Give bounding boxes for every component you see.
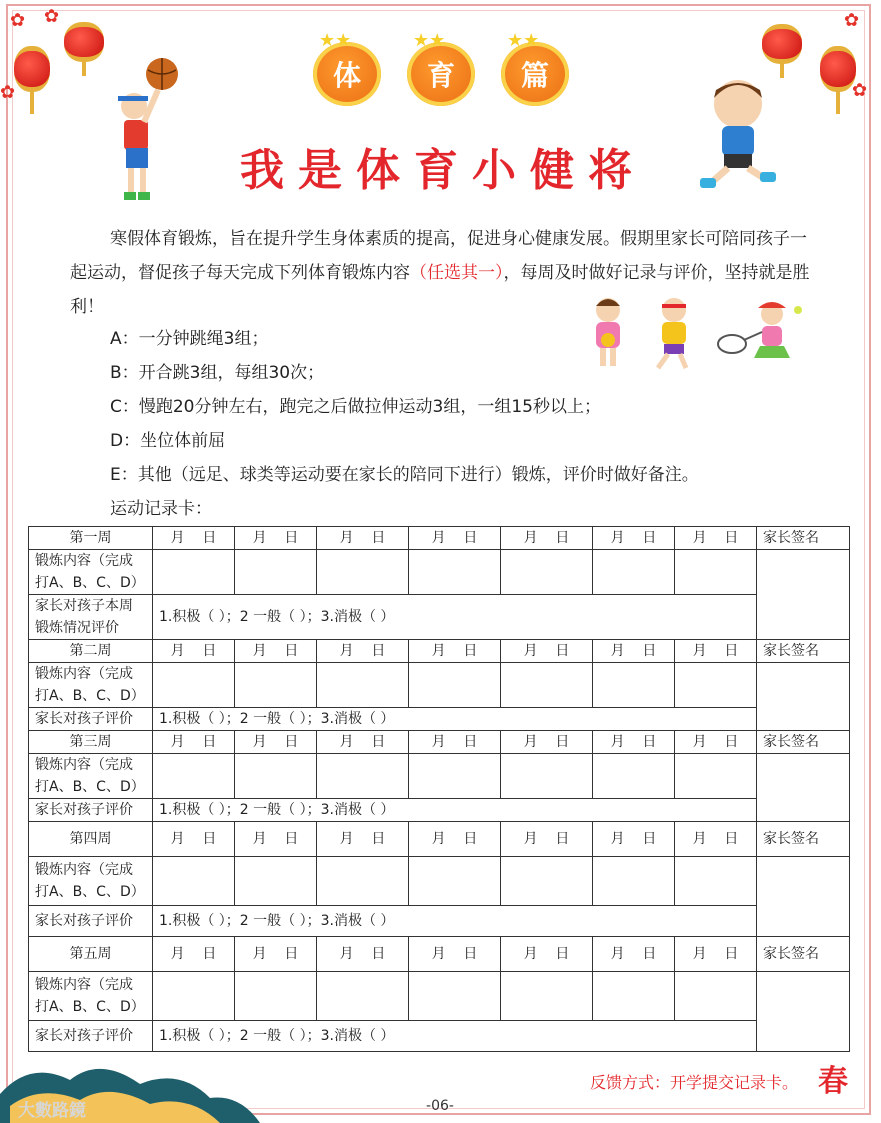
date-cell: 月 日 [675,822,757,857]
content-entry-cell[interactable] [593,663,675,708]
plum-flower-icon: ✿ [852,80,868,101]
intro-paragraph [70,222,810,324]
evaluation-label: 家长对孩子评价 [29,1021,153,1052]
plum-flower-icon: ✿ [44,6,60,27]
content-entry-cell[interactable] [235,857,317,906]
content-row [29,550,850,595]
date-cell: 月 日 [501,640,593,663]
evaluation-label: 家长对孩子评价 [29,799,153,822]
date-cell: 月 日 [235,731,317,754]
date-cell: 月 日 [153,527,235,550]
content-entry-cell[interactable] [235,663,317,708]
content-label: 锻炼内容（完成 打A、B、C、D） [29,663,153,708]
badge-3: ★★ 篇 [501,42,569,106]
signature-label: 家长签名 [757,731,850,754]
option-a: A：一分钟跳绳3组； [110,329,269,349]
date-cell: 月 日 [593,731,675,754]
content-entry-cell[interactable] [409,550,501,595]
date-cell: 月 日 [501,822,593,857]
intro-text-end: ，每周及时做好记录与评价，坚持就是胜利！ [70,263,810,317]
content-entry-cell[interactable] [501,663,593,708]
option-d: D：坐位体前屈 [110,431,226,451]
date-cell: 月 日 [501,527,593,550]
intro-highlight: （任选其一） [410,263,504,283]
content-entry-cell[interactable] [235,972,317,1021]
evaluation-row [29,595,850,640]
date-cell: 月 日 [675,937,757,972]
content-entry-cell[interactable] [501,754,593,799]
content-entry-cell[interactable] [675,663,757,708]
badge-2: ★★ 育 [407,42,475,106]
content-entry-cell[interactable] [153,972,235,1021]
content-entry-cell[interactable] [317,754,409,799]
evaluation-options[interactable]: 1.积极（ ）；2 一般（ ）；3.消极（ ） [153,906,757,937]
content-row [29,857,850,906]
signature-cell[interactable] [757,754,850,822]
week-label: 第五周 [29,937,153,972]
content-entry-cell[interactable] [501,857,593,906]
date-cell: 月 日 [675,731,757,754]
evaluation-options[interactable]: 1.积极（ ）；2 一般（ ）；3.消极（ ） [153,708,757,731]
record-card-label: 运动记录卡： [110,499,212,519]
content-label: 锻炼内容（完成 打A、B、C、D） [29,972,153,1021]
evaluation-label: 家长对孩子评价 [29,906,153,937]
content-entry-cell[interactable] [153,754,235,799]
date-cell: 月 日 [317,527,409,550]
evaluation-options[interactable]: 1.积极（ ）；2 一般（ ）；3.消极（ ） [153,595,757,640]
week-header-row [29,731,850,754]
lantern-left [14,46,50,114]
week-header-row [29,527,850,550]
content-entry-cell[interactable] [675,754,757,799]
content-entry-cell[interactable] [317,857,409,906]
content-entry-cell[interactable] [501,550,593,595]
date-cell: 月 日 [235,822,317,857]
content-entry-cell[interactable] [153,550,235,595]
week-header-row [29,640,850,663]
content-row [29,972,850,1021]
date-cell: 月 日 [501,937,593,972]
date-cell: 月 日 [317,640,409,663]
content-entry-cell[interactable] [235,754,317,799]
plum-flower-icon: ✿ [10,10,26,31]
signature-cell[interactable] [757,972,850,1052]
date-cell: 月 日 [409,937,501,972]
evaluation-row [29,1021,850,1052]
content-entry-cell[interactable] [153,663,235,708]
content-entry-cell[interactable] [153,857,235,906]
content-entry-cell[interactable] [593,972,675,1021]
content-entry-cell[interactable] [593,550,675,595]
date-cell: 月 日 [593,640,675,663]
content-label: 锻炼内容（完成 打A、B、C、D） [29,754,153,799]
date-cell: 月 日 [593,527,675,550]
date-cell: 月 日 [317,937,409,972]
week-header-row [29,937,850,972]
evaluation-options[interactable]: 1.积极（ ）；2 一般（ ）；3.消极（ ） [153,1021,757,1052]
content-entry-cell[interactable] [593,754,675,799]
signature-label: 家长签名 [757,640,850,663]
date-cell: 月 日 [153,640,235,663]
lantern-right-2 [762,24,802,78]
option-e: E：其他（远足、球类等运动要在家长的陪同下进行）锻炼，评价时做好备注。 [110,465,699,485]
signature-label: 家长签名 [757,527,850,550]
lantern-left-2 [64,22,104,76]
signature-cell[interactable] [757,550,850,640]
feedback-note: 反馈方式：开学提交记录卡。 [590,1073,799,1092]
content-entry-cell[interactable] [317,972,409,1021]
badge-1: ★★ 体 [313,42,381,106]
plum-flower-icon: ✿ [844,10,860,31]
signature-label: 家长签名 [757,822,850,857]
content-label: 锻炼内容（完成 打A、B、C、D） [29,550,153,595]
content-entry-cell[interactable] [675,972,757,1021]
date-cell: 月 日 [409,640,501,663]
option-c: C：慢跑20分钟左右，跑完之后做拉伸运动3组，一组15秒以上； [110,397,601,417]
evaluation-row [29,799,850,822]
evaluation-label: 家长对孩子本周 锻炼情况评价 [29,595,153,640]
week-label: 第一周 [29,527,153,550]
date-cell: 月 日 [317,822,409,857]
option-b: B：开合跳3组，每组30次； [110,363,325,383]
intro-text: 寒假体育锻炼，旨在提升学生身体素质的提高，促进身心健康发展。假期里家长可陪同孩子一起运动，督促孩子每天完成下列体育锻炼内容 [70,229,807,283]
date-cell: 月 日 [409,731,501,754]
evaluation-row [29,708,850,731]
evaluation-label: 家长对孩子评价 [29,708,153,731]
week-header-row [29,822,850,857]
content-entry-cell[interactable] [317,663,409,708]
content-row [29,754,850,799]
week-label: 第二周 [29,640,153,663]
content-entry-cell[interactable] [675,550,757,595]
content-entry-cell[interactable] [317,550,409,595]
date-cell: 月 日 [235,640,317,663]
page-number: -06- [426,1098,454,1114]
exercise-record-table [28,526,850,1052]
content-entry-cell[interactable] [593,857,675,906]
date-cell: 月 日 [235,937,317,972]
content-entry-cell[interactable] [235,550,317,595]
plum-flower-icon: ✿ [0,82,16,103]
date-cell: 月 日 [153,937,235,972]
date-cell: 月 日 [501,731,593,754]
content-entry-cell[interactable] [409,857,501,906]
content-entry-cell[interactable] [409,663,501,708]
date-cell: 月 日 [409,822,501,857]
page-title: 我是体育小健将 [240,145,646,196]
signature-cell[interactable] [757,857,850,937]
date-cell: 月 日 [593,822,675,857]
content-entry-cell[interactable] [409,972,501,1021]
content-entry-cell[interactable] [675,857,757,906]
lantern-right [820,46,856,114]
date-cell: 月 日 [675,640,757,663]
date-cell: 月 日 [675,527,757,550]
basketball-kid-illustration [108,56,188,206]
content-entry-cell[interactable] [409,754,501,799]
date-cell: 月 日 [153,822,235,857]
content-row [29,663,850,708]
week-label: 第三周 [29,731,153,754]
section-badges [313,30,573,106]
signature-cell[interactable] [757,663,850,731]
evaluation-row [29,906,850,937]
signature-label: 家长签名 [757,937,850,972]
date-cell: 月 日 [153,731,235,754]
evaluation-options[interactable]: 1.积极（ ）；2 一般（ ）；3.消极（ ） [153,799,757,822]
date-cell: 月 日 [593,937,675,972]
watermark: 大數路鏡 [18,1101,86,1121]
running-kid-illustration [694,78,780,194]
week-label: 第四周 [29,822,153,857]
content-label: 锻炼内容（完成 打A、B、C、D） [29,857,153,906]
content-entry-cell[interactable] [501,972,593,1021]
date-cell: 月 日 [235,527,317,550]
date-cell: 月 日 [409,527,501,550]
spring-seal-icon: 春 [818,1064,848,1099]
date-cell: 月 日 [317,731,409,754]
